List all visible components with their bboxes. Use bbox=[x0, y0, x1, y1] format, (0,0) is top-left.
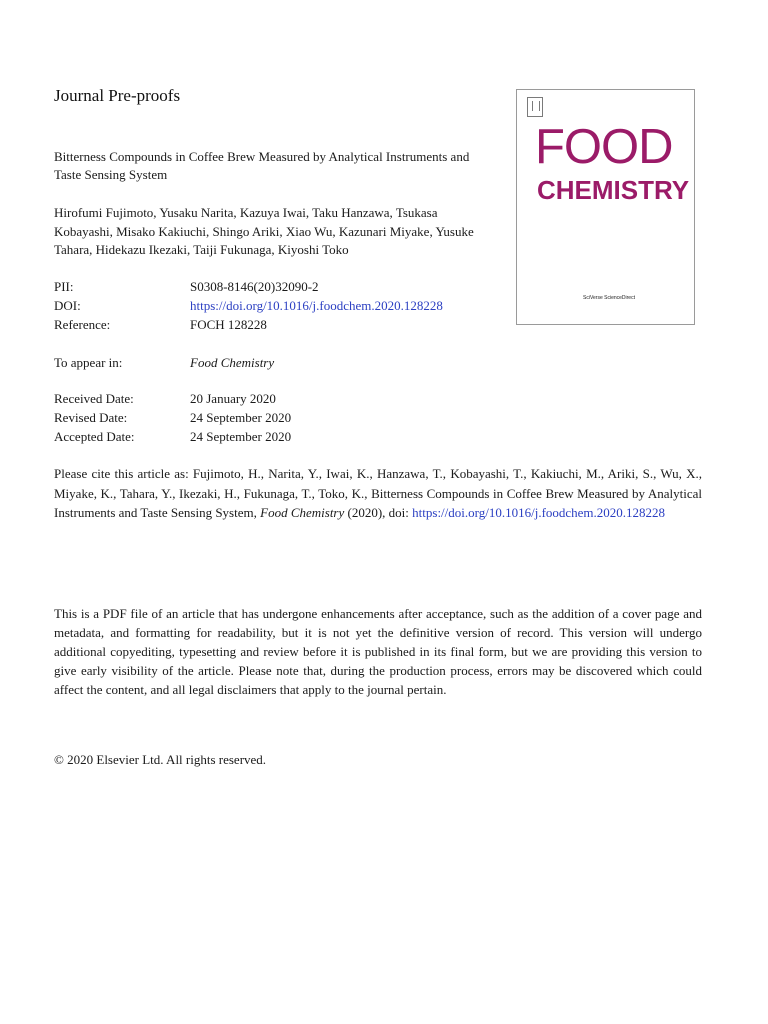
citation-journal: Food Chemistry bbox=[260, 505, 345, 520]
accepted-label: Accepted Date: bbox=[54, 429, 135, 444]
journal-cover-image bbox=[516, 89, 695, 325]
meta-appear bbox=[54, 354, 514, 372]
doi-label: DOI: bbox=[54, 298, 81, 313]
meta-accepted bbox=[54, 428, 514, 446]
article-title: Bitterness Compounds in Coffee Brew Measured by Analytical Instruments and Taste Sensing System bbox=[54, 149, 470, 182]
appear-value: Food Chemistry bbox=[190, 355, 275, 370]
citation-prefix: Please cite this article as: Fujimoto, H., Narita, Y., Iwai, K., Hanzawa, T., Kobayashi, T., Kakiuchi, M., Ariki, S., Wu, X., Miyake, K., Tahara, Y., Ikezaki, H., Fukunaga, T., Toko, K., Bitterness Compounds in Coffee Brew Measured by Analytical Instruments and Taste Sensing System, bbox=[54, 466, 702, 520]
pii-value: S0308-8146(20)32090-2 bbox=[190, 279, 319, 294]
pii-label: PII: bbox=[54, 279, 74, 294]
appear-label: To appear in: bbox=[54, 355, 123, 370]
received-label: Received Date: bbox=[54, 391, 134, 406]
elsevier-tree-icon bbox=[527, 97, 543, 117]
copyright-notice: © 2020 Elsevier Ltd. All rights reserved. bbox=[54, 752, 267, 767]
received-value: 20 January 2020 bbox=[190, 391, 276, 406]
doi-link[interactable]: https://doi.org/10.1016/j.foodchem.2020.128228 bbox=[190, 298, 443, 313]
journal-label: Journal Pre-proofs bbox=[54, 86, 181, 105]
accepted-value: 24 September 2020 bbox=[190, 429, 292, 444]
citation-doi-link[interactable]: https://doi.org/10.1016/j.foodchem.2020.128228 bbox=[412, 505, 666, 520]
citation-middle: (2020), doi: bbox=[347, 505, 409, 520]
meta-received bbox=[54, 390, 514, 408]
cover-title-chemistry: CHEMISTRY bbox=[537, 175, 690, 205]
reference-label: Reference: bbox=[54, 317, 111, 332]
pre-proof-notice: This is a PDF file of an article that has undergone enhancements after acceptance, such as the addition of a cover page and metadata, and formatting for readability, but it is not yet the definitive version of record. This version will undergo additional copyediting, typesetting and review before it is published in its final form, but we are providing this version to give early visibility of the article. Please note that, during the production process, errors may be discovered which could affect the content, and all legal disclaimers that apply to the journal pertain. bbox=[54, 606, 702, 697]
meta-doi bbox=[54, 297, 514, 315]
cover-brand: SciVerse ScienceDirect bbox=[583, 295, 635, 301]
meta-pii bbox=[54, 278, 514, 296]
author-list: Hirofumi Fujimoto, Yusaku Narita, Kazuya Iwai, Taku Hanzawa, Tsukasa Kobayashi, Misako Kakiuchi, Shingo Ariki, Xiao Wu, Kazunari Miyake, Yusuke Tahara, Hidekazu Ikezaki, Taiji Fukunaga, Kiyoshi Toko bbox=[54, 205, 474, 257]
meta-reference bbox=[54, 316, 514, 334]
cover-title-food: FOOD bbox=[535, 120, 673, 174]
citation-paragraph bbox=[54, 464, 702, 523]
revised-label: Revised Date: bbox=[54, 410, 128, 425]
revised-value: 24 September 2020 bbox=[190, 410, 292, 425]
reference-value: FOCH 128228 bbox=[190, 317, 267, 332]
meta-revised bbox=[54, 409, 514, 427]
